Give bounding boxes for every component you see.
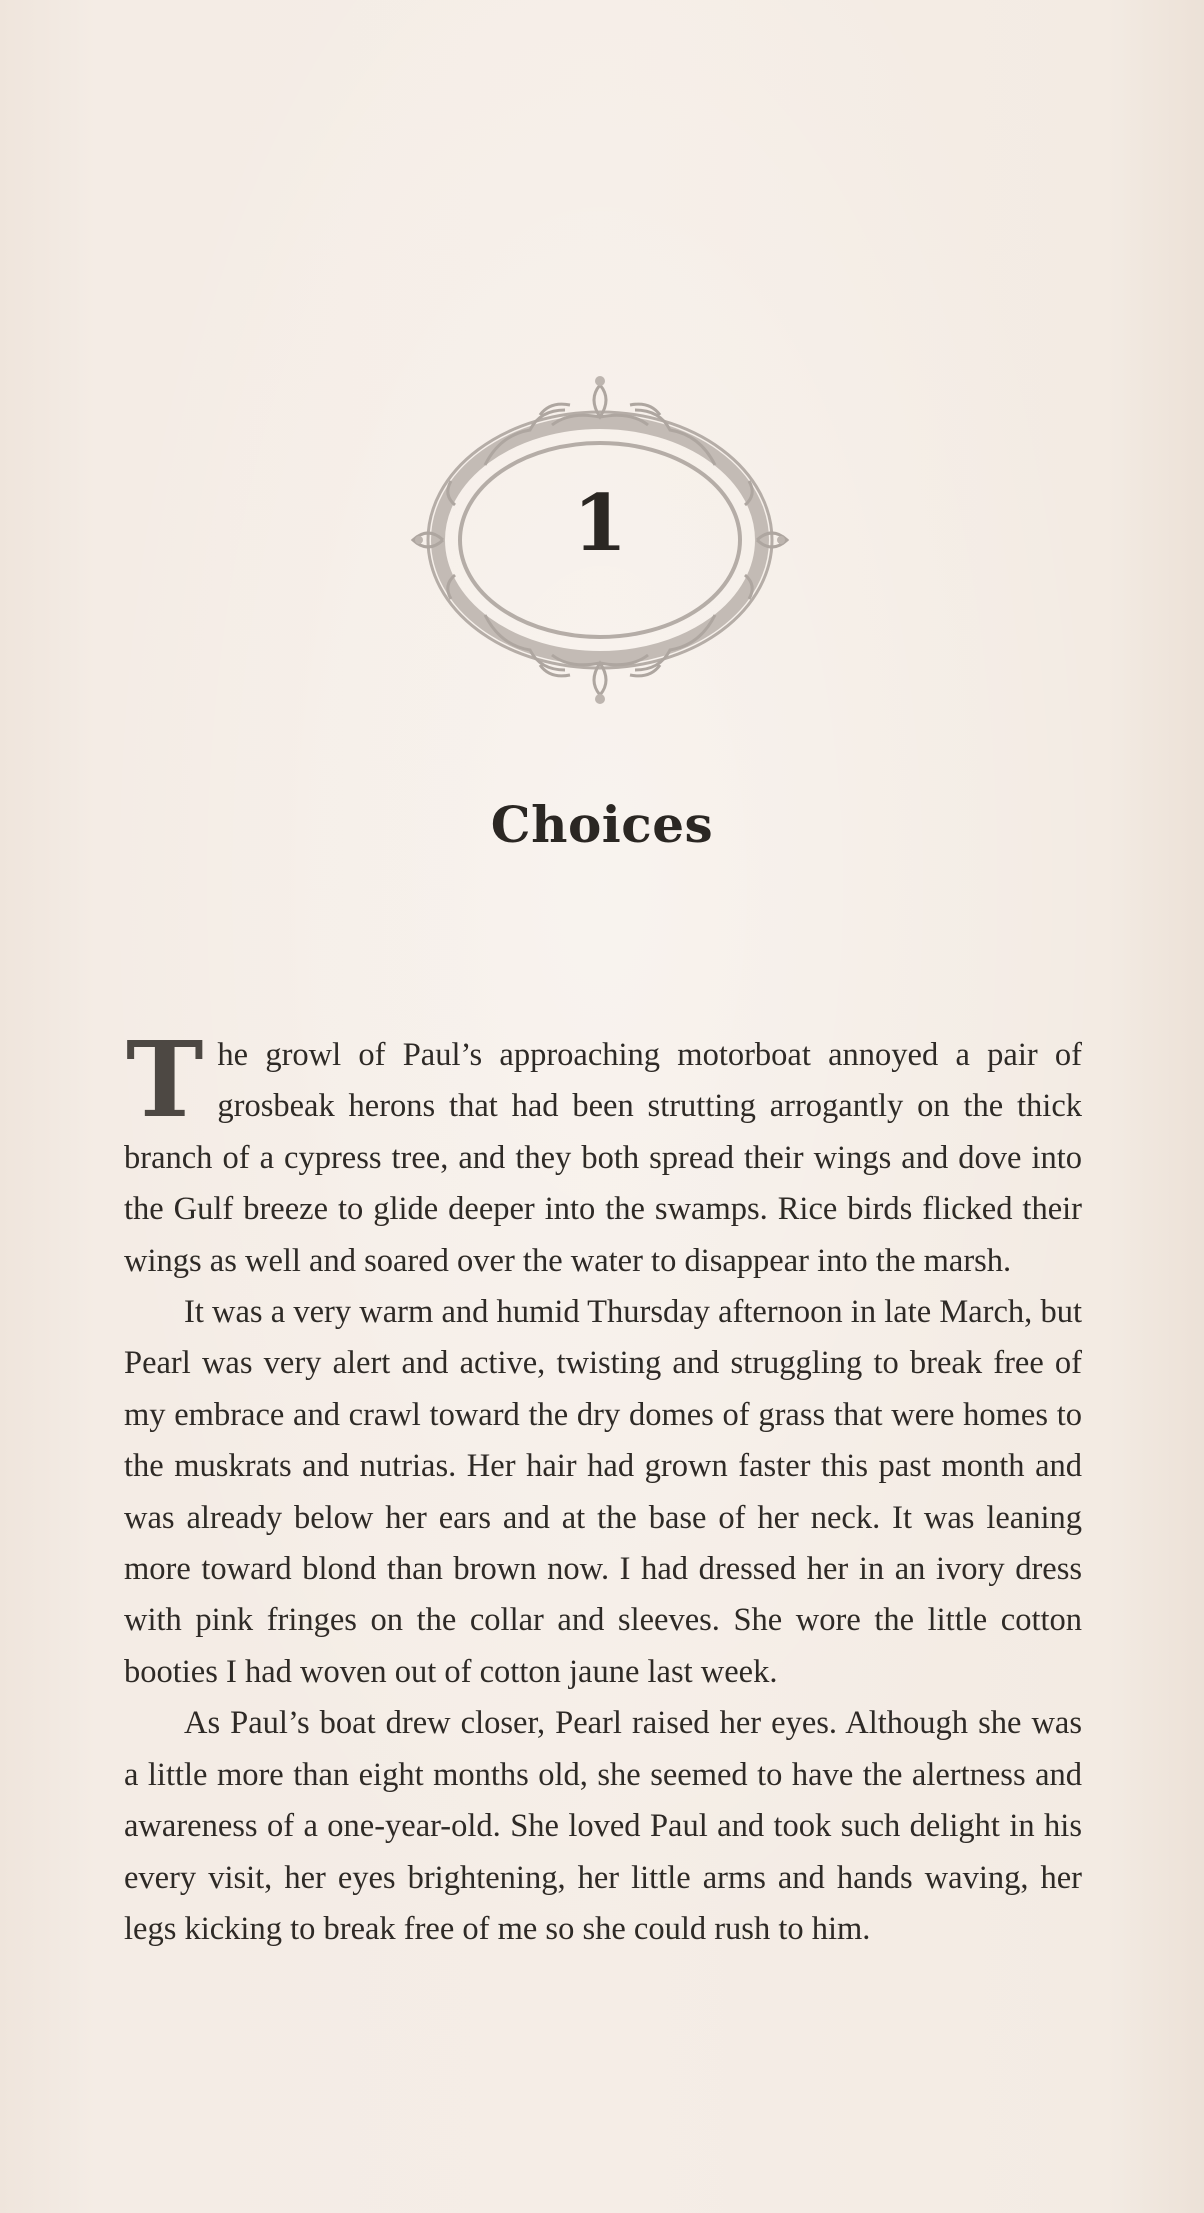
chapter-body: [124, 1018, 1082, 1955]
chapter-ornament: [405, 365, 795, 715]
drop-cap: T: [126, 1018, 204, 1141]
chapter-number: 1: [572, 478, 628, 569]
paragraph-2: It was a very warm and humid Thursday afternoon in late March, but Pearl was very alert and active, twisting and struggling to break free of my embrace and crawl toward the dry domes of grass that were homes to the muskrats and nutrias. Her hair had grown faster this past month and was already below her ears and at the base of her neck. It was leaning more toward blond than brown now. I had dressed her in an ivory dress with pink fringes on the collar and sleeves. She wore the little cotton booties I had woven out of cotton jaune last week.: [124, 1294, 1082, 1690]
paragraph-1: [124, 1018, 1082, 1287]
paragraph-1-text: he growl of Paul’s approaching motorboat annoyed a pair of grosbeak herons that had been strutting arrogantly on the thick branch of a cypress tree, and they both spread their wings and dove into the Gulf breeze to glide deeper into the swamps. Rice birds flicked their wings as well and soared over the water to disappear into the marsh.: [124, 1037, 1082, 1279]
paragraph-3: As Paul’s boat drew closer, Pearl raised her eyes. Although she was a little more than eight months old, she seemed to have the alertness and awareness of a one-year-old. She loved Paul and took such delight in his every visit, her eyes brightening, her little arms and hands waving, her legs kicking to break free of me so she could rush to him.: [124, 1705, 1082, 1947]
chapter-title: Choices: [490, 795, 714, 854]
